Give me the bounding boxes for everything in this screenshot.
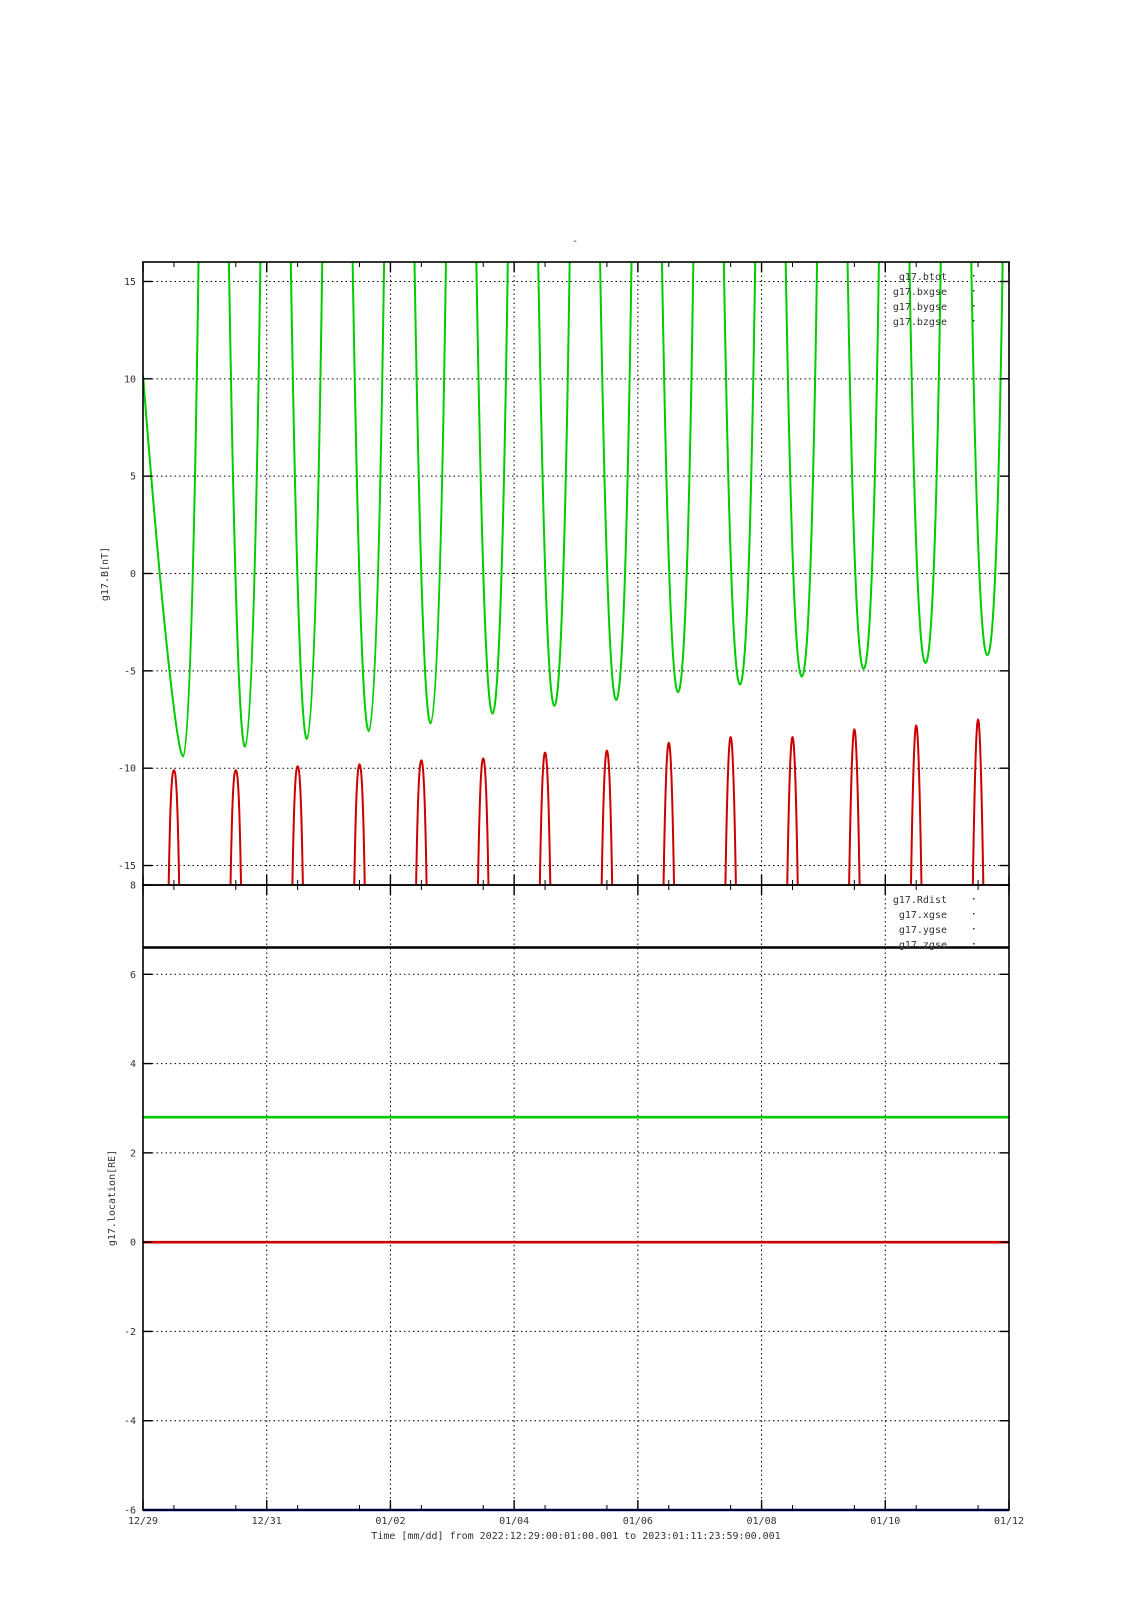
legend-swatch <box>973 290 975 292</box>
series-g17-bygse-cycle <box>143 106 201 756</box>
legend-label: g17.btot <box>898 272 947 283</box>
bottom-series <box>143 948 1009 1511</box>
legend-swatch <box>973 928 975 930</box>
y-tick-label: 8 <box>129 880 136 892</box>
legend-swatch <box>973 275 975 277</box>
series-g17-bygse-cycle <box>598 106 634 700</box>
series-g17-bygse-cycle <box>660 106 696 692</box>
series-g17-bygse-cycle <box>288 106 324 739</box>
x-tick-label: 01/08 <box>746 1516 777 1527</box>
legend-swatch <box>973 305 975 307</box>
y-tick-label: -15 <box>117 861 136 873</box>
top-y-axis-label: g17.B[nT] <box>100 546 111 602</box>
series-g17-bxgse-peak <box>725 737 736 904</box>
series-g17-bxgse-peak <box>911 725 922 904</box>
series-g17-bygse-cycle <box>474 106 510 713</box>
x-tick-label: 12/29 <box>127 1516 159 1527</box>
legend-swatch <box>973 913 975 915</box>
y-tick-label: 6 <box>129 969 136 981</box>
y-tick-label: -10 <box>117 763 136 775</box>
location-panel <box>107 881 1009 1517</box>
magnetic-field-panel <box>100 106 1009 904</box>
bottom-plot-frame <box>143 885 1009 1510</box>
x-tick-label: 01/04 <box>499 1516 530 1527</box>
y-tick-label: -5 <box>123 666 136 678</box>
legend-label: g17.bzgse <box>892 317 947 328</box>
series-g17-bygse-cycle <box>907 106 943 663</box>
series-g17-bxgse-peak <box>849 729 860 904</box>
legend-swatch <box>973 320 975 322</box>
x-tick-label: 01/02 <box>375 1516 406 1527</box>
legend-label: g17.ygse <box>898 925 947 936</box>
y-tick-label: 5 <box>129 471 136 483</box>
x-axis-ticks <box>128 1516 1024 1527</box>
legend-label: g17.zgse <box>898 940 947 951</box>
top-legend <box>893 272 975 328</box>
series-g17-bxgse-peak <box>973 720 984 905</box>
legend-swatch <box>973 943 975 945</box>
series-g17-bygse-cycle <box>783 106 819 676</box>
x-axis-label: Time [mm/dd] from 2022:12:29:00:01:00.001 to 2023:01:11:23:59:00.001 <box>371 1531 781 1542</box>
y-tick-label: 4 <box>129 1059 136 1071</box>
bottom-grid <box>143 885 1009 1510</box>
series-g17-bygse-cycle <box>412 106 448 723</box>
series-g17-bygse-cycle <box>227 106 263 747</box>
y-tick-label: 10 <box>123 374 136 386</box>
legend-label: g17.bygse <box>892 302 947 313</box>
series-g17-bygse-cycle <box>536 106 572 706</box>
legend-label: g17.xgse <box>898 910 947 921</box>
series-g17-bxgse-peak <box>787 737 798 904</box>
bottom-y-axis-label: g17.location[RE] <box>107 1149 118 1247</box>
x-tick-label: 01/12 <box>993 1516 1025 1527</box>
y-tick-label: 0 <box>129 1237 136 1249</box>
x-tick-label: 12/31 <box>251 1516 282 1527</box>
top-grid <box>143 262 1009 885</box>
series-g17-bygse-cycle <box>845 106 881 669</box>
bottom-legend <box>893 895 975 951</box>
legend-label: g17.Rdist <box>892 895 947 906</box>
top-series <box>143 106 1005 904</box>
series-g17-bygse-cycle <box>969 106 1005 655</box>
series-g17-bygse-cycle <box>350 106 386 731</box>
x-tick-label: 01/06 <box>622 1516 653 1527</box>
y-tick-label: 0 <box>129 569 136 580</box>
series-g17-bygse-cycle <box>721 106 757 684</box>
y-tick-label: 15 <box>123 276 136 288</box>
y-tick-label: 2 <box>129 1148 136 1160</box>
y-tick-label: -6 <box>123 1505 136 1517</box>
chart-title: - <box>571 236 579 247</box>
x-tick-label: 01/10 <box>870 1516 901 1527</box>
legend-swatch <box>973 898 975 900</box>
y-tick-label: -4 <box>123 1416 136 1428</box>
legend-label: g17.bxgse <box>892 287 947 298</box>
y-tick-label: -2 <box>123 1326 136 1338</box>
